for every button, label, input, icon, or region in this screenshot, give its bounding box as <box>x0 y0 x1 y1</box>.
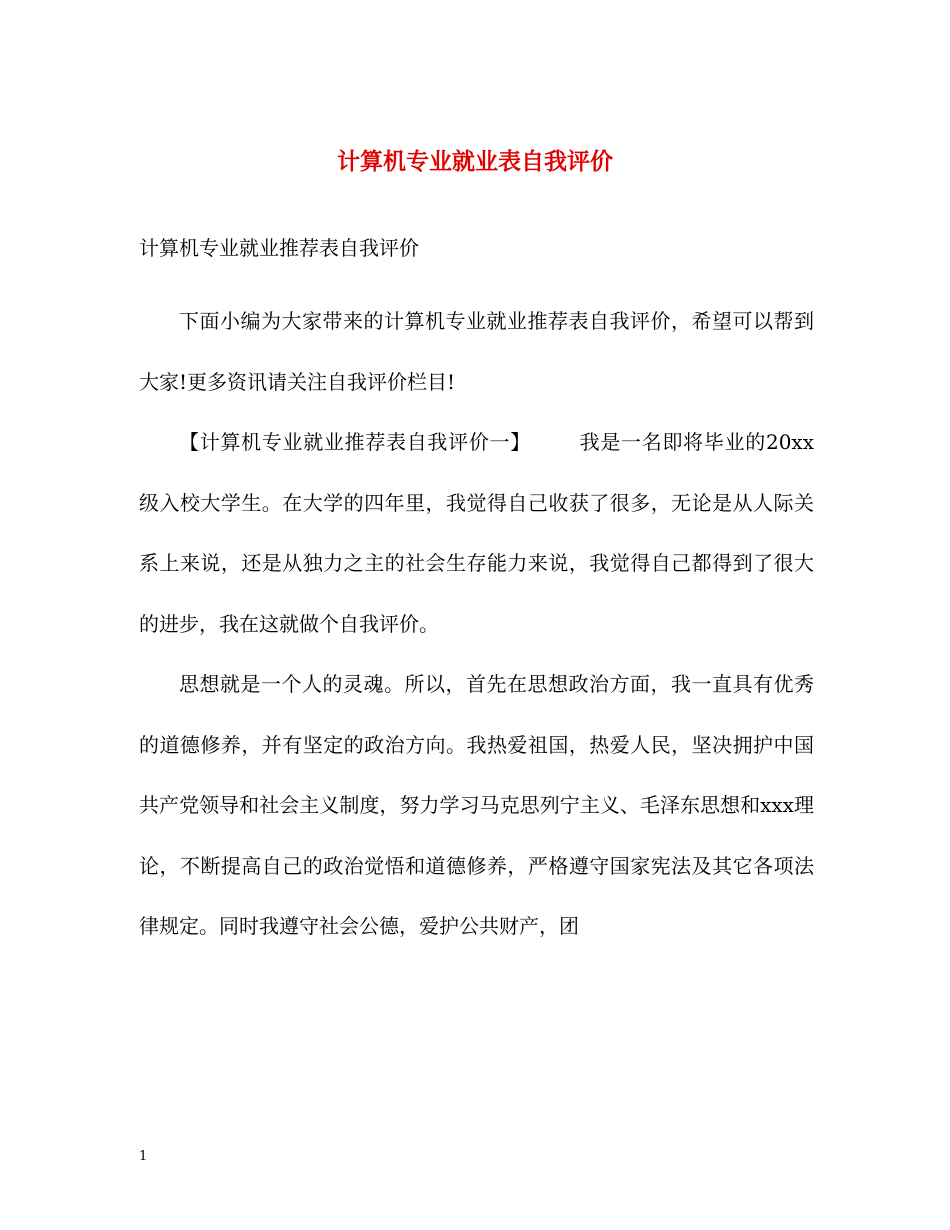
document-subtitle: 计算机专业就业推荐表自我评价 <box>139 236 419 260</box>
intro-paragraph: 下面小编为大家带来的计算机专业就业推荐表自我评价，希望可以帮到大家!更多资讯请关注自我评价栏目! <box>139 309 814 394</box>
section-heading: 【计算机专业就业推荐表自我评价一】 <box>179 430 531 454</box>
section-text: 我是一名即将毕业的20xx级入校大学生。在大学的四年里，我觉得自己收获了很多，无论是从人际关系上来说，还是从独力之主的社会生存能力来说，我觉得自己都得到了很大的进步，我在这就做个自我评价。 <box>139 430 814 636</box>
document-body <box>139 291 814 957</box>
page-number: 1 <box>139 1149 148 1164</box>
section-paragraph <box>139 412 814 654</box>
document-title: 计算机专业就业表自我评价 <box>337 148 613 175</box>
ideology-paragraph: 思想就是一个人的灵魂。所以，首先在思想政治方面，我一直具有优秀的道德修养，并有坚定的政治方向。我热爱祖国，热爱人民，坚决拥护中国共产党领导和社会主义制度，努力学习马克思列宁主义、毛泽东思想和xxx理论，不断提高自己的政治觉悟和道德修养，严格遵守国家宪法及其它各项法律规定。同时我遵守社会公德，爱护公共财产，团 <box>139 672 814 938</box>
